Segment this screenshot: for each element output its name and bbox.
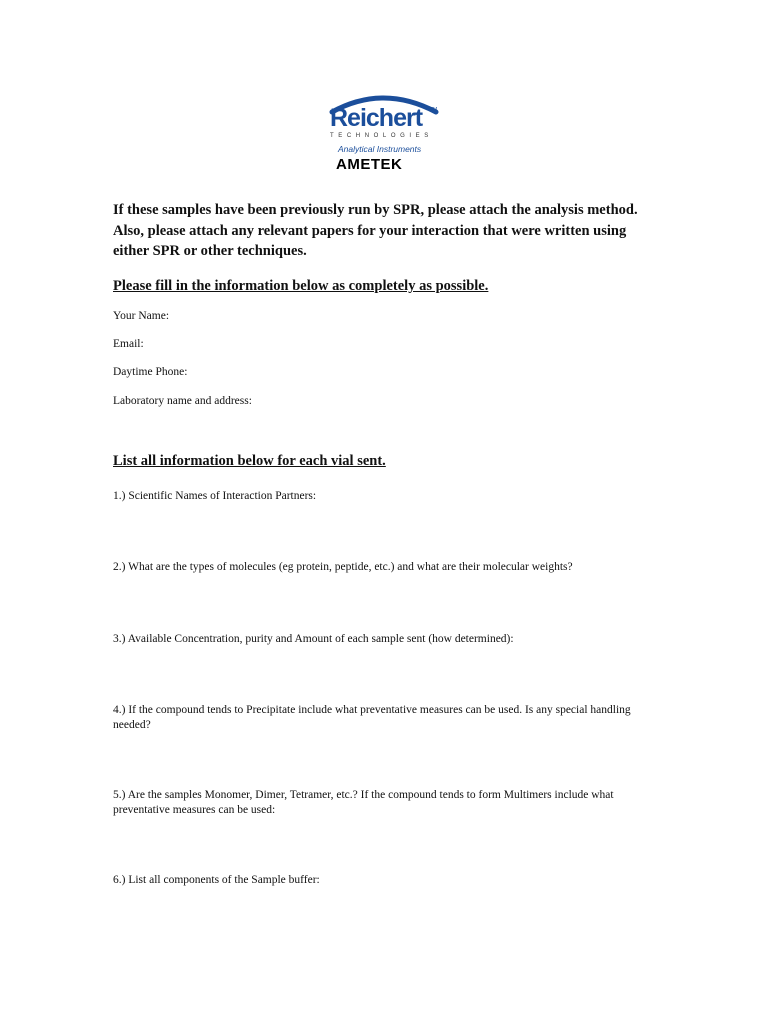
logo-name: Reichert — [330, 104, 423, 132]
question-6: 6.) List all components of the Sample buffer: — [113, 874, 320, 886]
reichert-logo — [326, 90, 441, 176]
daytime-phone-label: Daytime Phone: — [113, 366, 188, 378]
email-label: Email: — [113, 338, 144, 350]
logo-trademark: TM — [430, 107, 438, 113]
question-5: 5.) Are the samples Monomer, Dimer, Tetramer, etc.? If the compound tends to form Multimers include what preventative measures can be used: — [113, 789, 614, 816]
logo-tagline: Analytical Instruments — [338, 144, 422, 154]
logo-ametek: AMETEK — [336, 156, 403, 173]
your-name-label: Your Name: — [113, 310, 170, 322]
question-4: 4.) If the compound tends to Precipitate include what preventative measures can be used. Is any special handling needed? — [113, 704, 631, 731]
vial-heading: List all information below for each vial sent. — [113, 453, 386, 469]
laboratory-label: Laboratory name and address: — [113, 395, 252, 407]
logo-technologies: TECHNOLOGIES — [330, 133, 433, 139]
question-2: 2.) What are the types of molecules (eg protein, peptide, etc.) and what are their molecular weights? — [113, 561, 573, 573]
intro-paragraph: If these samples have been previously run by SPR, please attach the analysis method. Also, please attach any relevant papers for your interaction that were written using either SPR or other techniques. — [113, 202, 638, 259]
question-3: 3.) Available Concentration, purity and Amount of each sample sent (how determined): — [113, 633, 514, 645]
question-1: 1.) Scientific Names of Interaction Partners: — [113, 490, 317, 502]
contact-heading: Please fill in the information below as completely as possible. — [113, 278, 489, 294]
